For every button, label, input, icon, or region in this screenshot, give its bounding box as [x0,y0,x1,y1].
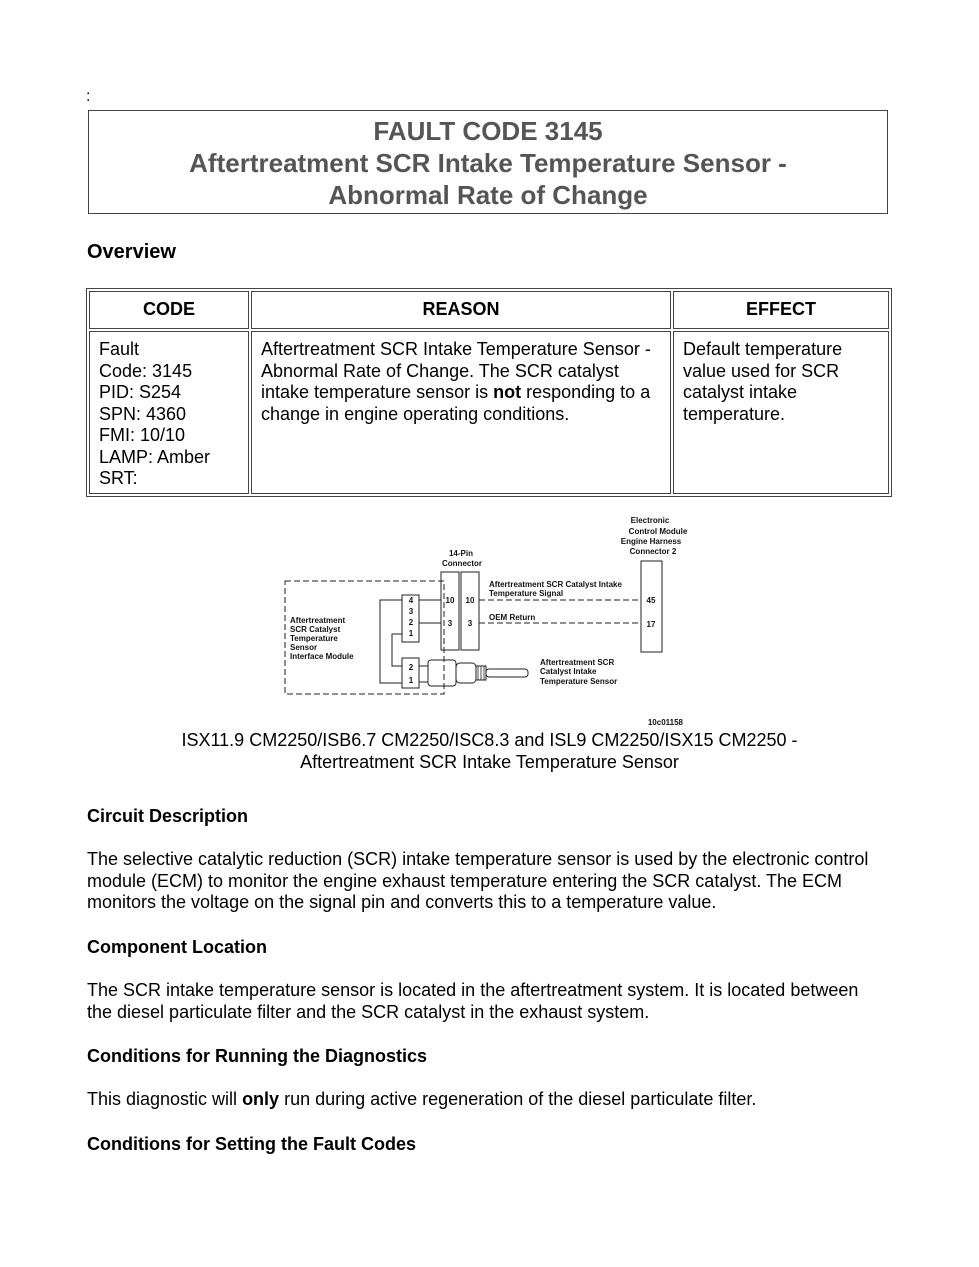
connector-pin: 3 [447,619,453,628]
overview-heading: Overview [87,241,176,263]
sensor-pin: 1 [408,676,414,685]
effect-cell: Default temperature value used for SCR catalyst intake temperature. [673,331,889,494]
setting-fault-codes-heading: Conditions for Setting the Fault Codes [87,1134,416,1154]
return-label: OEM Return [489,613,536,622]
module-pin: 3 [408,607,414,616]
connector-label-line: Connector [442,559,482,568]
diagram-caption [0,729,979,773]
title-box [88,110,888,214]
sensor-cable [456,663,476,683]
reason-cell [251,331,671,494]
running-text-end: run during active regeneration of the diesel particulate filter. [279,1089,757,1109]
module-loop-wire [380,600,402,683]
overview-table [86,288,892,497]
module-label-line: Sensor [290,643,318,652]
circuit-description-text: The selective catalytic reduction (SCR) intake temperature sensor is used by the electronic control module (ECM) to monitor the engine exhaust temperature entering the SCR catalyst. The ECM monitors the voltage on the signal pin and converts this to a temperature value. [87,849,869,912]
module-label-line: Interface Module [290,652,354,661]
module-pin: 1 [408,629,414,638]
reason-text: Aftertreatment SCR Intake Temperature Sensor - Abnormal Rate of Change. The SCR catalyst intake temperature sensor is [261,339,651,402]
ecm-connector [641,561,662,652]
wiring-diagram [280,508,710,730]
ecm-label-line: Control Module [628,527,688,536]
sensor-probe [486,669,528,677]
signal-label-line: Temperature Signal [489,589,564,598]
component-location-text: The SCR intake temperature sensor is located in the aftertreatment system. It is located between the diesel particulate filter and the SCR catalyst in the exhaust system. [87,980,859,1022]
code-line: SRT: [99,468,138,488]
code-line: LAMP: Amber [99,446,211,467]
running-text: This diagnostic will [87,1089,243,1109]
connector-pin: 3 [467,619,473,628]
fault-code-title: FAULT CODE 3145 [373,116,603,146]
module-label-line: Aftertreatment [290,616,346,625]
ecm-pin: 45 [646,596,656,605]
module-label-line: SCR Catalyst [290,625,341,634]
reason-emphasis: not [493,382,522,402]
code-line: SPN: 4360 [99,403,187,424]
header-code: CODE [89,291,249,329]
sensor-label-line: Temperature Sensor [540,677,618,686]
fault-code-subtitle-line2: Abnormal Rate of Change [328,180,648,210]
component-location-heading: Component Location [87,937,267,957]
code-line: PID: S254 [99,382,182,402]
running-emphasis: only [242,1089,280,1109]
fault-code-subtitle-line1: Aftertreatment SCR Intake Temperature Sensor - [189,148,787,178]
temperature-sensor [428,660,456,686]
sensor-label-line: Aftertreatment SCR [540,658,615,667]
code-line: Fault [99,339,140,359]
running-diagnostics-heading: Conditions for Running the Diagnostics [87,1046,427,1066]
ecm-label-line: Engine Harness [620,537,682,546]
connector-right-half [461,572,479,650]
reason-text-end: responding to a change in engine operating conditions. [261,382,651,424]
connector-pin: 10 [445,596,455,605]
code-line: Code: 3145 [99,360,193,381]
ecm-pin: 17 [646,620,656,629]
running-diagnostics-text [87,1089,887,1111]
signal-label-line: Aftertreatment SCR Catalyst Intake [489,580,622,589]
caption-line2: Aftertreatment SCR Intake Temperature Sensor [300,752,679,772]
module-label-line: Temperature [290,634,338,643]
circuit-description-heading: Circuit Description [87,806,249,826]
module-pin: 4 [408,596,414,605]
leading-colon: : [86,88,91,105]
module-loop-wire [392,634,402,666]
ecm-label-line: Electronic [630,516,670,525]
code-line: FMI: 10/10 [99,425,186,445]
ecm-label-line: Connector 2 [629,547,677,556]
figure-id: 10c01158 [647,718,683,727]
sensor-label-line: Catalyst Intake [540,667,597,676]
caption-line1: ISX11.9 CM2250/ISB6.7 CM2250/ISC8.3 and ISL9 CM2250/ISX15 CM2250 - [181,730,798,750]
header-effect: EFFECT [673,291,889,329]
connector-pin: 10 [465,596,475,605]
code-cell [89,331,249,494]
header-reason: REASON [251,291,671,329]
module-pin: 2 [408,618,414,627]
sensor-pin: 2 [408,663,414,672]
connector-label-line: 14-Pin [448,549,474,558]
